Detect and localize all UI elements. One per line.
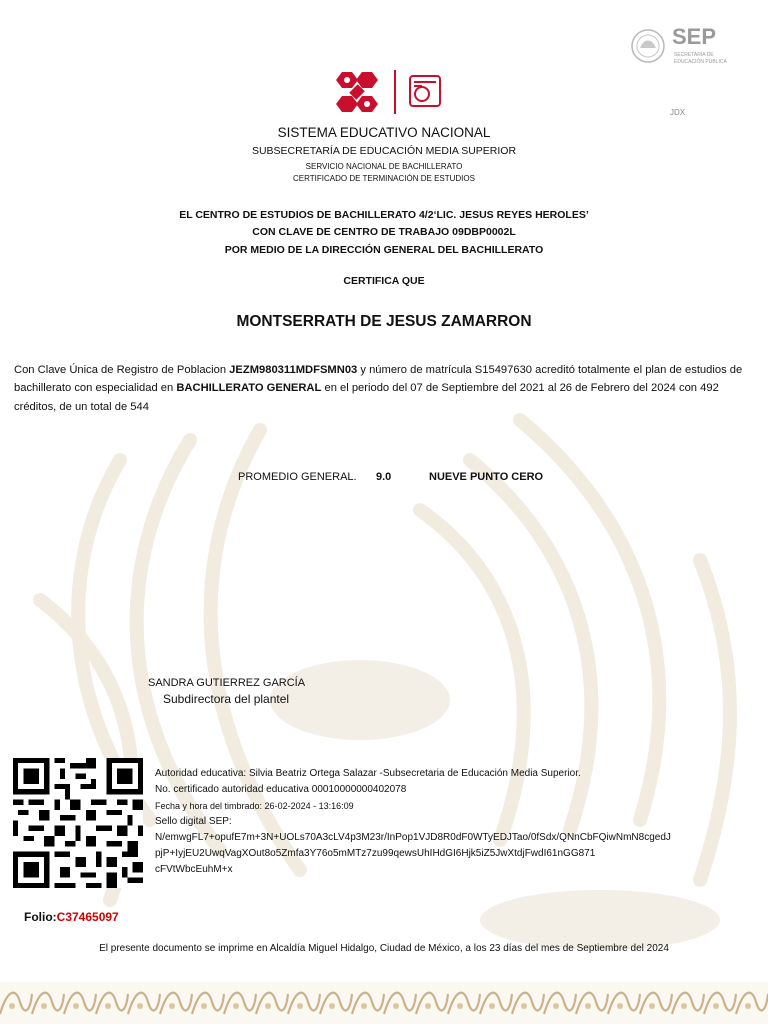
border-dot — [361, 1003, 367, 1009]
promedio-value: 9.0 — [376, 471, 392, 483]
border-dot — [297, 1003, 303, 1009]
border-dot — [553, 1003, 559, 1009]
curp-value: JEZM980311MDFSMN03 — [229, 364, 358, 376]
border-dot — [617, 1003, 623, 1009]
folio-number: C37465097 — [56, 910, 119, 924]
border-dot — [201, 1003, 207, 1009]
border-dot — [713, 1003, 719, 1009]
promedio-label: PROMEDIO GENERAL. — [238, 471, 357, 483]
border-dot — [681, 1003, 687, 1009]
border-dot — [457, 1003, 463, 1009]
border-dot — [137, 1003, 143, 1009]
border-dot — [105, 1003, 111, 1009]
border-dot — [425, 1003, 431, 1009]
border-dot — [329, 1003, 335, 1009]
autoridad-line: Autoridad educativa: Silvia Beatriz Ortega Salazar -Subsecretaria de Educación Media Superior. — [155, 768, 581, 779]
border-dot — [41, 1003, 47, 1009]
sello-line-2: pjP+IyjEU2UwqVagXOut8o5Zmfa3Y76o5mMTz7zu99qewsUhIHdGI6Hjk5iZ5JwXtdjFwdI61nGG871 — [155, 848, 596, 859]
small-mark: JDX — [670, 108, 686, 117]
sep-logo-sub-1: SECRETARÍA DE — [674, 52, 714, 58]
cdmx-logo — [330, 66, 446, 118]
border-dot — [265, 1003, 271, 1009]
border-dot — [169, 1003, 175, 1009]
institution-line-1: EL CENTRO DE ESTUDIOS DE BACHILLERATO 4/2‘LIC. JESUS REYES HEROLES’ — [179, 209, 589, 221]
border-dot — [73, 1003, 79, 1009]
para-text-1: Con Clave Única de Registro de Poblacion — [14, 364, 230, 376]
especialidad-value: BACHILLERATO GENERAL — [176, 382, 322, 395]
promedio-words: NUEVE PUNTO CERO — [429, 471, 544, 483]
border-dot — [585, 1003, 591, 1009]
certification-paragraph — [14, 361, 759, 416]
signatory-role: Subdirectora del plantel — [163, 692, 290, 706]
institution-line-2: CON CLAVE DE CENTRO DE TRABAJO 09DBP0002L — [252, 226, 516, 238]
system-title: SISTEMA EDUCATIVO NACIONAL — [277, 125, 491, 140]
sello-line-3: cFVtWbcEuhM+x — [155, 864, 233, 875]
subsecretaria-title: SUBSECRETARÍA DE EDUCACIÓN MEDIA SUPERIOR — [251, 145, 517, 157]
border-pattern — [0, 982, 768, 1024]
certifica-heading: CERTIFICA QUE — [343, 275, 425, 287]
certificado-line: No. certificado autoridad educativa 00010000000402078 — [155, 784, 407, 795]
border-dot — [9, 1003, 15, 1009]
qr-code — [13, 758, 143, 888]
sep-logo-text: SEP — [672, 24, 717, 49]
institution-line-3: POR MEDIO DE LA DIRECCIÓN GENERAL DEL BACHILLERATO — [224, 244, 544, 256]
border-dot — [393, 1003, 399, 1009]
folio — [24, 910, 119, 924]
signatory-name: SANDRA GUTIERREZ GARCÍA — [148, 677, 306, 689]
servicio-title: SERVICIO NACIONAL DE BACHILLERATO — [305, 162, 463, 171]
border-dot — [489, 1003, 495, 1009]
fecha-line: Fecha y hora del timbrado: 26-02-2024 - 13:16:09 — [155, 801, 354, 811]
certificado-title: CERTIFICADO DE TERMINACIÓN DE ESTUDIOS — [293, 174, 475, 183]
folio-label: Folio: — [24, 910, 57, 924]
student-name: MONTSERRATH DE JESUS ZAMARRON — [236, 313, 532, 330]
electronic-details — [155, 766, 755, 878]
sello-label: Sello digital SEP: — [155, 816, 232, 827]
para-text-2: y número de matrícula S15497630 acreditó totalmente el plan de estudios de bachillerato con especialidad en — [14, 364, 743, 395]
sello-line-1: N/emwgFL7+opufE7m+3N+UOLs70A3cLV4p3M23r/InPop1VJD8R0dF0WTyEDJTao/0fSdx/QNnCbFQiwNmN8cgedJ — [155, 832, 671, 843]
sep-logo-sub-2: EDUCACIÓN PÚBLICA — [674, 59, 727, 65]
footer-note: El presente documento se imprime en Alcaldía Miguel Hidalgo, Ciudad de México, a los 23 días del mes de Septiembre del 2024 — [99, 943, 669, 954]
border-dot — [233, 1003, 239, 1009]
border-dot — [521, 1003, 527, 1009]
para-text-3: en el periodo del 07 de Septiembre del 2021 al 26 de Febrero del 2024 con 492 créditos, de un total de 544 — [14, 382, 719, 413]
border-dot — [649, 1003, 655, 1009]
border-dot — [745, 1003, 751, 1009]
